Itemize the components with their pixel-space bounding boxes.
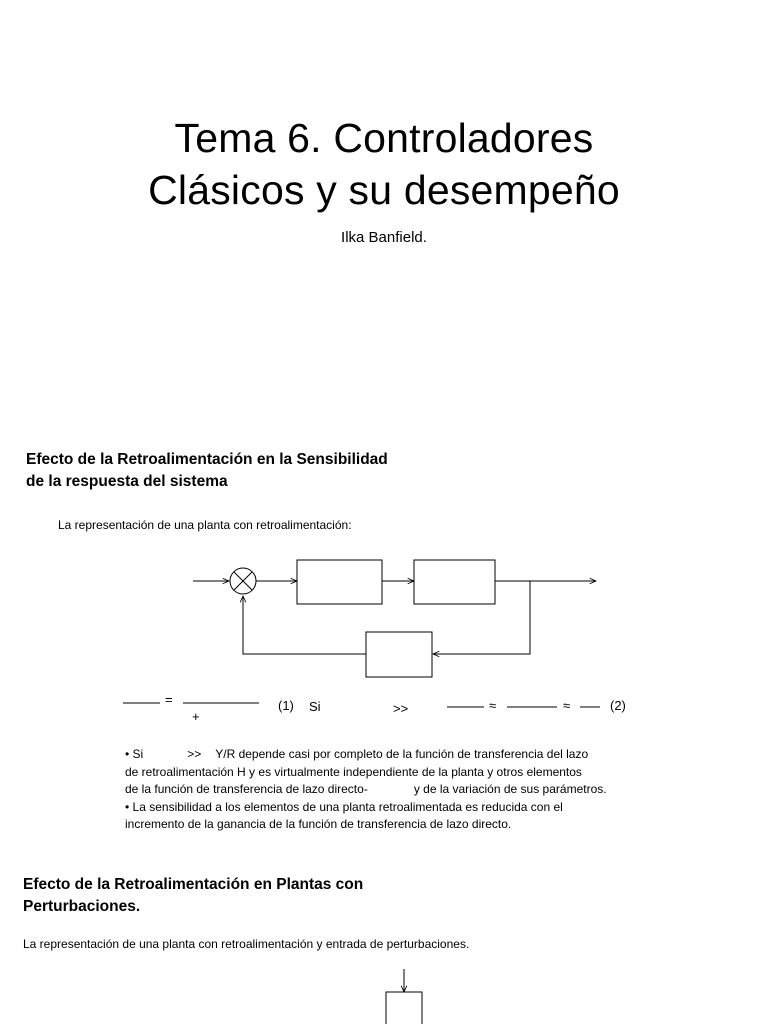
forward-block-2 bbox=[414, 560, 495, 604]
heading-line-1: Efecto de la Retroalimentación en la Sensibilidad bbox=[26, 451, 388, 468]
slide-title-line-2: Clásicos y su desempeño bbox=[148, 167, 620, 213]
feedback-takeoff bbox=[433, 581, 530, 654]
bullet-list bbox=[125, 746, 645, 834]
heading-line-2: de la respuesta del sistema bbox=[26, 473, 228, 490]
eq2-approx-1: ≈ bbox=[489, 698, 497, 713]
author-name: Ilka Banfield. bbox=[341, 229, 427, 246]
summing-junction bbox=[230, 568, 256, 594]
bullet-1-line-3 bbox=[125, 781, 645, 799]
eq-much-greater: >> bbox=[393, 701, 409, 716]
bullet-1-line-3a: de la función de transferencia de lazo directo- bbox=[125, 782, 368, 796]
bullet-1-line-1 bbox=[125, 746, 645, 764]
bullet-1-text: Y/R depende casi por completo de la función de transferencia del lazo bbox=[215, 747, 589, 761]
feedback-block-diagram bbox=[193, 560, 596, 677]
eq1-equals: = bbox=[165, 692, 173, 707]
section-heading-disturbances bbox=[23, 874, 363, 918]
bullet-much-greater: >> bbox=[187, 747, 202, 761]
section-heading-sensitivity bbox=[26, 449, 388, 493]
heading-line-2: Perturbaciones. bbox=[23, 898, 141, 915]
intro-text: La representación de una planta con retroalimentación: bbox=[58, 518, 352, 532]
bullet-2-line-1: • La sensibilidad a los elementos de una planta retroalimentada es reducida con el bbox=[125, 799, 563, 814]
eq2-number: (2) bbox=[610, 698, 626, 713]
heading-line-1: Efecto de la Retroalimentación en Plantas con bbox=[23, 876, 364, 893]
bullet-1-line-2: de retroalimentación H y es virtualmente independiente de la planta y otros elementos bbox=[125, 764, 582, 779]
disturbance-block bbox=[386, 992, 422, 1024]
equation-fraction-bars bbox=[123, 703, 600, 707]
eq-si: Si bbox=[309, 699, 321, 714]
bullet-1-line-3b: y de la variación de sus parámetros. bbox=[413, 782, 607, 796]
eq2-approx-2: ≈ bbox=[563, 698, 571, 713]
slide-title-line-1: Tema 6. Controladores bbox=[174, 115, 594, 161]
bullet-si: • Si bbox=[125, 747, 144, 761]
eq1-plus: + bbox=[192, 709, 200, 724]
disturbance-block-diagram bbox=[386, 969, 422, 1024]
eq1-number: (1) bbox=[278, 698, 294, 713]
forward-block-1 bbox=[297, 560, 382, 604]
feedback-return bbox=[243, 596, 366, 654]
bullet-2-line-2: incremento de la ganancia de la función de transferencia de lazo directo. bbox=[125, 817, 512, 831]
feedback-block-h bbox=[366, 632, 432, 677]
intro-text-disturbances: La representación de una planta con retroalimentación y entrada de perturbaciones. bbox=[23, 937, 470, 951]
